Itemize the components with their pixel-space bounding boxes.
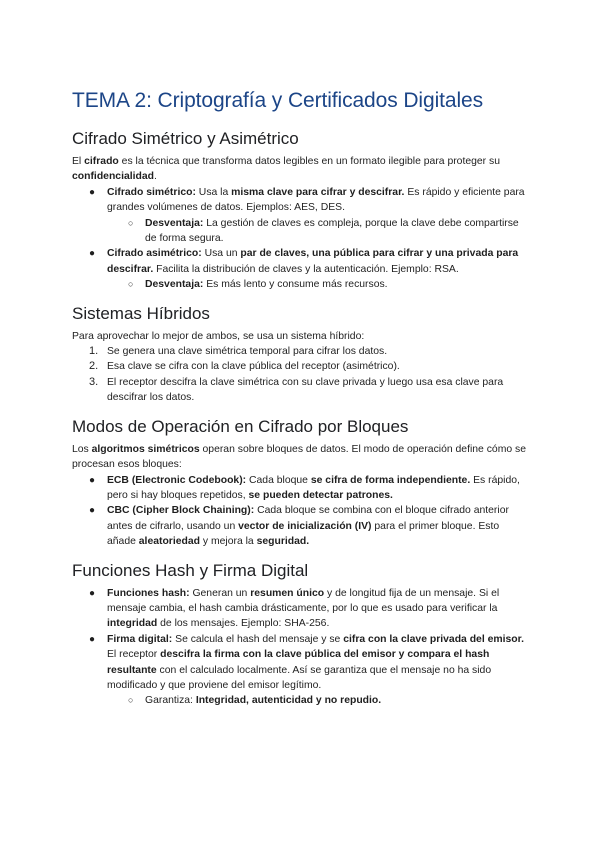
circle-bullet-icon: ○ bbox=[128, 217, 134, 228]
document-page bbox=[72, 88, 528, 719]
paragraph: Para aprovechar lo mejor de ambos, se usa un sistema híbrido: bbox=[72, 330, 365, 342]
bullet-icon: ● bbox=[89, 474, 96, 486]
list-item: ● Cifrado simétrico: Usa la misma clave para cifrar y descifrar. Es rápido y eficiente para grandes volúmenes de datos. Ejemplos: AES, DES. bbox=[89, 186, 525, 214]
section-heading: Cifrado Simétrico y Asimétrico bbox=[72, 129, 299, 148]
list-item: 1. Se genera una clave simétrica temporal para cifrar los datos. bbox=[89, 345, 388, 358]
numbered-list bbox=[72, 344, 528, 406]
circle-bullet-icon: ○ bbox=[128, 695, 134, 706]
bullet-list bbox=[72, 185, 528, 293]
list-item: ○ Garantiza: Integridad, autenticidad y no repudio. bbox=[72, 693, 528, 708]
list-item: ● Firma digital: Se calcula el hash del mensaje y se cifra con la clave privada del emisor. El receptor descifra la firma con la clave pública del emisor y compara el hash resultante con el calculado localmente. Así se garantiza que el mensaje no ha sido modificado y que proviene del emisor legítimo. bbox=[89, 633, 524, 691]
paragraph: Los algoritmos simétricos operan sobre bloques de datos. El modo de operación define cómo se procesan esos bloques: bbox=[72, 443, 526, 471]
list-item: ○ Desventaja: La gestión de claves es compleja, porque la clave debe compartirse de forma segura. bbox=[128, 217, 519, 245]
bullet-list bbox=[72, 473, 528, 550]
section-cifrado bbox=[72, 128, 528, 293]
bullet-icon: ● bbox=[89, 587, 96, 599]
section-modos bbox=[72, 416, 528, 550]
list-item: ○ Desventaja: Es más lento y consume más recursos. bbox=[72, 277, 528, 292]
list-item: ● Funciones hash: Generan un resumen único y de longitud fija de un mensaje. Si el mensaje cambia, el hash cambia drásticamente, por lo que es usado para verificar la integridad de los mensajes. Ejemplo: SHA-256. bbox=[89, 587, 500, 630]
paragraph: El cifrado es la técnica que transforma datos legibles en un formato ilegible para proteger su confidencialidad. bbox=[72, 156, 501, 183]
section-heading: Modos de Operación en Cifrado por Bloques bbox=[72, 416, 409, 436]
circle-bullet-icon: ○ bbox=[128, 279, 134, 290]
list-item: ● Cifrado asimétrico: Usa un par de claves, una pública para cifrar y una privada para descifrar. Facilita la distribución de claves y la autenticación. Ejemplo: RSA. bbox=[89, 248, 519, 275]
bullet-icon: ● bbox=[89, 633, 96, 645]
section-hibridos bbox=[72, 303, 528, 406]
list-item: ● CBC (Cipher Block Chaining): Cada bloque se combina con el bloque cifrado anterior antes de cifrarlo, usando un vector de inicialización (IV) para el primer bloque. Esto añade aleatoriedad y mejora la seguridad. bbox=[89, 505, 509, 548]
bullet-list bbox=[72, 586, 528, 709]
bullet-icon: ● bbox=[89, 248, 96, 260]
list-item: 2. Esa clave se cifra con la clave pública del receptor (asimétrico). bbox=[89, 360, 400, 373]
document-title: TEMA 2: Criptografía y Certificados Digitales bbox=[72, 89, 483, 112]
bullet-icon: ● bbox=[89, 186, 96, 198]
list-item: 3. El receptor descifra la clave simétrica con su clave privada y luego usa esa clave para descifrar los datos. bbox=[89, 375, 504, 404]
section-hash bbox=[72, 560, 528, 709]
list-item: ● ECB (Electronic Codebook): Cada bloque se cifra de forma independiente. Es rápido, pero si hay bloques repetidos, se pueden detectar patrones. bbox=[89, 474, 520, 501]
section-heading: Funciones Hash y Firma Digital bbox=[72, 560, 309, 580]
section-heading: Sistemas Híbridos bbox=[72, 303, 210, 323]
bullet-icon: ● bbox=[89, 505, 96, 517]
